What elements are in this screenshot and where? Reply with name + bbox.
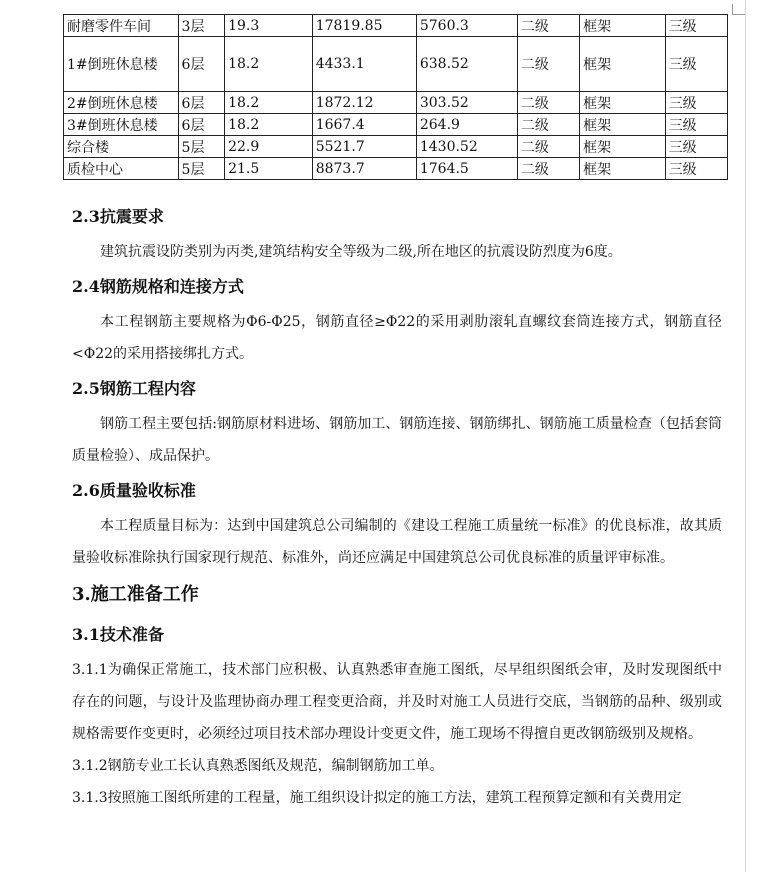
- section-2-5-heading: 2.5钢筋工程内容: [72, 379, 196, 398]
- cell-floor-area: 8873.7: [312, 158, 416, 180]
- cell-base-area: 5760.3: [416, 15, 517, 37]
- cell-floor-area: 1667.4: [312, 114, 416, 136]
- cell-seismic-level: 三级: [665, 92, 727, 114]
- document-body: [72, 198, 722, 814]
- cell-base-area: 1764.5: [416, 158, 517, 180]
- section-2-4-heading: 2.4钢筋规格和连接方式: [72, 277, 244, 296]
- cell-grade: 二级: [517, 114, 579, 136]
- cell-seismic-level: 三级: [665, 15, 727, 37]
- table-row: [64, 136, 728, 158]
- cell-base-area: 638.52: [416, 37, 517, 92]
- cell-building-name: 3#倒班休息楼: [64, 114, 179, 136]
- para-3-1-3: 3.1.3按照施工图纸所建的工程量，施工组织设计拟定的施工方法，建筑工程预算定额和有关费用定: [72, 790, 682, 806]
- cell-height: 18.2: [225, 114, 313, 136]
- cell-building-name: 综合楼: [64, 136, 179, 158]
- cell-floor-area: 5521.7: [312, 136, 416, 158]
- cell-height: 21.5: [225, 158, 313, 180]
- section-3-1-heading: 3.1技术准备: [72, 625, 164, 644]
- cell-floor-area: 4433.1: [312, 37, 416, 92]
- cell-floors: 6层: [178, 92, 225, 114]
- cell-height: 22.9: [225, 136, 313, 158]
- section-2-4-text: 本工程钢筋主要规格为Φ6-Φ25，钢筋直径≥Φ22的采用剥肋滚轧直螺纹套筒连接方式，钢筋直径<Φ22的采用搭接绑扎方式。: [72, 314, 722, 362]
- section-2-3-heading: 2.3抗震要求: [72, 207, 164, 226]
- section-2-5-text: 钢筋工程主要包括:钢筋原材料进场、钢筋加工、钢筋连接、钢筋绑扎、钢筋施工质量检查（包括套筒质量检验）、成品保护。: [72, 416, 722, 464]
- cell-structure: 框架: [580, 15, 666, 37]
- cell-floor-area: 1872.12: [312, 92, 416, 114]
- cell-building-name: 2#倒班休息楼: [64, 92, 179, 114]
- table-row: [64, 158, 728, 180]
- cell-building-name: 耐磨零件车间: [64, 15, 179, 37]
- section-2-6-heading: 2.6质量验收标准: [72, 481, 196, 500]
- section-2-3-text: 建筑抗震设防类别为丙类,建筑结构安全等级为二级,所在地区的抗震设防烈度为6度。: [100, 244, 622, 260]
- cell-seismic-level: 三级: [665, 114, 727, 136]
- table-row: [64, 15, 728, 37]
- cell-height: 18.2: [225, 92, 313, 114]
- para-3-1-2: 3.1.2钢筋专业工长认真熟悉图纸及规范，编制钢筋加工单。: [72, 758, 444, 774]
- cell-grade: 二级: [517, 15, 579, 37]
- para-3-1-1: 3.1.1为确保正常施工，技术部门应积极、认真熟悉审查施工图纸，尽早组织图纸会审，及时发现图纸中存在的问题，与设计及监理协商办理工程变更洽商，并及时对施工人员进行交底，当钢筋的品种、级别或规格需要作变更时，必须经过项目技术部办理设计变更文件，施工现场不得擅自更改钢筋级别及规格。: [72, 662, 722, 742]
- cell-height: 19.3: [225, 15, 313, 37]
- cell-structure: 框架: [580, 136, 666, 158]
- cell-structure: 框架: [580, 37, 666, 92]
- cell-floors: 5层: [178, 158, 225, 180]
- chapter-3-heading: 3.施工准备工作: [72, 584, 199, 605]
- cell-floors: 3层: [178, 15, 225, 37]
- cell-grade: 二级: [517, 37, 579, 92]
- table-row: [64, 92, 728, 114]
- cell-base-area: 303.52: [416, 92, 517, 114]
- cell-structure: 框架: [580, 114, 666, 136]
- cell-floor-area: 17819.85: [312, 15, 416, 37]
- cell-base-area: 1430.52: [416, 136, 517, 158]
- cell-seismic-level: 三级: [665, 136, 727, 158]
- cell-structure: 框架: [580, 92, 666, 114]
- cell-grade: 二级: [517, 136, 579, 158]
- cell-structure: 框架: [580, 158, 666, 180]
- cell-floors: 6层: [178, 37, 225, 92]
- cell-base-area: 264.9: [416, 114, 517, 136]
- cell-seismic-level: 三级: [665, 158, 727, 180]
- cell-grade: 二级: [517, 158, 579, 180]
- table-row: [64, 114, 728, 136]
- cell-floors: 6层: [178, 114, 225, 136]
- building-info-table: [63, 14, 728, 180]
- table-row: [64, 37, 728, 92]
- cell-building-name: 1#倒班休息楼: [64, 37, 179, 92]
- cell-grade: 二级: [517, 92, 579, 114]
- cell-height: 18.2: [225, 37, 313, 92]
- cell-seismic-level: 三级: [665, 37, 727, 92]
- cell-building-name: 质检中心: [64, 158, 179, 180]
- page-corner-mark: [732, 4, 745, 15]
- cell-floors: 5层: [178, 136, 225, 158]
- section-2-6-text: 本工程质量目标为：达到中国建筑总公司编制的《建设工程施工质量统一标准》的优良标准，故其质量验收标准除执行国家现行规范、标准外，尚还应满足中国建筑总公司优良标准的质量评审标准。: [72, 518, 722, 566]
